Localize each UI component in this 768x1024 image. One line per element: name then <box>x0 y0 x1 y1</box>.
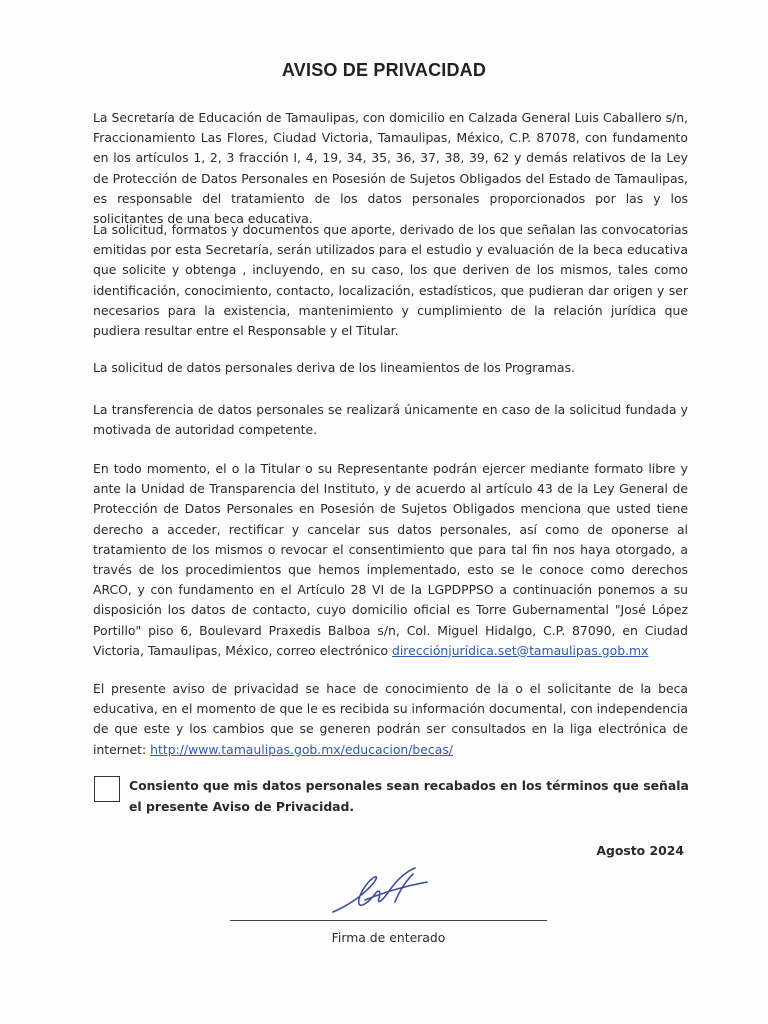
document-title: AVISO DE PRIVACIDAD <box>281 60 487 80</box>
paragraph-data-use: La solicitud, formatos y documentos que aporte, derivado de los que señalan las convocatorias emitidas por esta Secretaría, serán utilizados para el estudio y evaluación de la beca educativa que solicite y obtenga , incluyendo, en su caso, los que deriven de los mismos, tales como identificación, conocimiento, contacto, localización, estadísticos, que pudieran dar origen y ser necesarios para la existencia, mantenimiento y cumplimiento de la relación jurídica que pudiera resultar entre el Responsable y el Titular. <box>93 222 688 339</box>
signature-image <box>325 862 435 922</box>
paragraph-arco-rights <box>93 459 688 661</box>
document-date: Agosto 2024 <box>596 843 684 858</box>
arco-rights-text: En todo momento, el o la Titular o su Representante podrán ejercer mediante formato libre y ante la Unidad de Transparencia del Instituto, y de acuerdo al artículo 43 de la Ley General de Protección de Datos Personales en Posesión de Sujetos Obligados menciona que usted tiene derecho a acceder, rectificar y cancelar sus datos personales, así como de oponerse al tratamiento de los mismos o revocar el consentimiento que para tal fin nos haya otorgado, a través de los procedimientos que hemos implementado, esto se le conoce como derechos ARCO, y con fundamento en el Artículo 28 VI de la LGPDPPSO a continuación ponemos a su disposición los datos de contacto, cuyo domicilio oficial es Torre Gubernamental "José López Portillo" piso 6, Boulevard Praxedis Balboa s/n, Col. Miguel Hidalgo, C.P. 87090, en Ciudad Victoria, Tamaulipas, México, correo electrónico <box>93 461 688 658</box>
paragraph-data-request: La solicitud de datos personales deriva de los lineamientos de los Programas. <box>93 360 575 375</box>
signature-line <box>230 920 547 921</box>
notice-publication-text: El presente aviso de privacidad se hace de conocimiento de la o el solicitante de la beca educativa, en el momento de que le es recibida su información documental, con independencia de que este y los cambios que se generen podrán ser consultados en la liga electrónica de internet: <box>93 681 688 757</box>
web-link[interactable]: http://www.tamaulipas.gob.mx/educacion/becas/ <box>150 741 453 757</box>
signature-label: Firma de enterado <box>331 930 446 945</box>
email-link[interactable]: direcciónjurídica.set@tamaulipas.gob.mx <box>392 642 649 658</box>
consent-checkbox[interactable] <box>94 776 120 802</box>
paragraph-data-transfer: La transferencia de datos personales se realizará únicamente en caso de la solicitud fundada y motivada de autoridad competente. <box>93 402 688 438</box>
paragraph-notice-publication <box>93 679 688 760</box>
paragraph-responsible: La Secretaría de Educación de Tamaulipas, con domicilio en Calzada General Luis Caballero s/n, Fraccionamiento Las Flores, Ciudad Victoria, Tamaulipas, México, C.P. 87078, con fundamento en los artículos 1, 2, 3 fracción I, 4, 19, 34, 35, 36, 37, 38, 39, 62 y demás relativos de la Ley de Protección de Datos Personales en Posesión de Sujetos Obligados del Estado de Tamaulipas, es responsable del tratamiento de los datos personales proporcionados por las y los solicitantes de una beca educativa. <box>93 110 688 227</box>
consent-section <box>94 776 689 820</box>
consent-label: Consiento que mis datos personales sean recabados en los términos que señala el presente Aviso de Privacidad. <box>129 778 689 814</box>
